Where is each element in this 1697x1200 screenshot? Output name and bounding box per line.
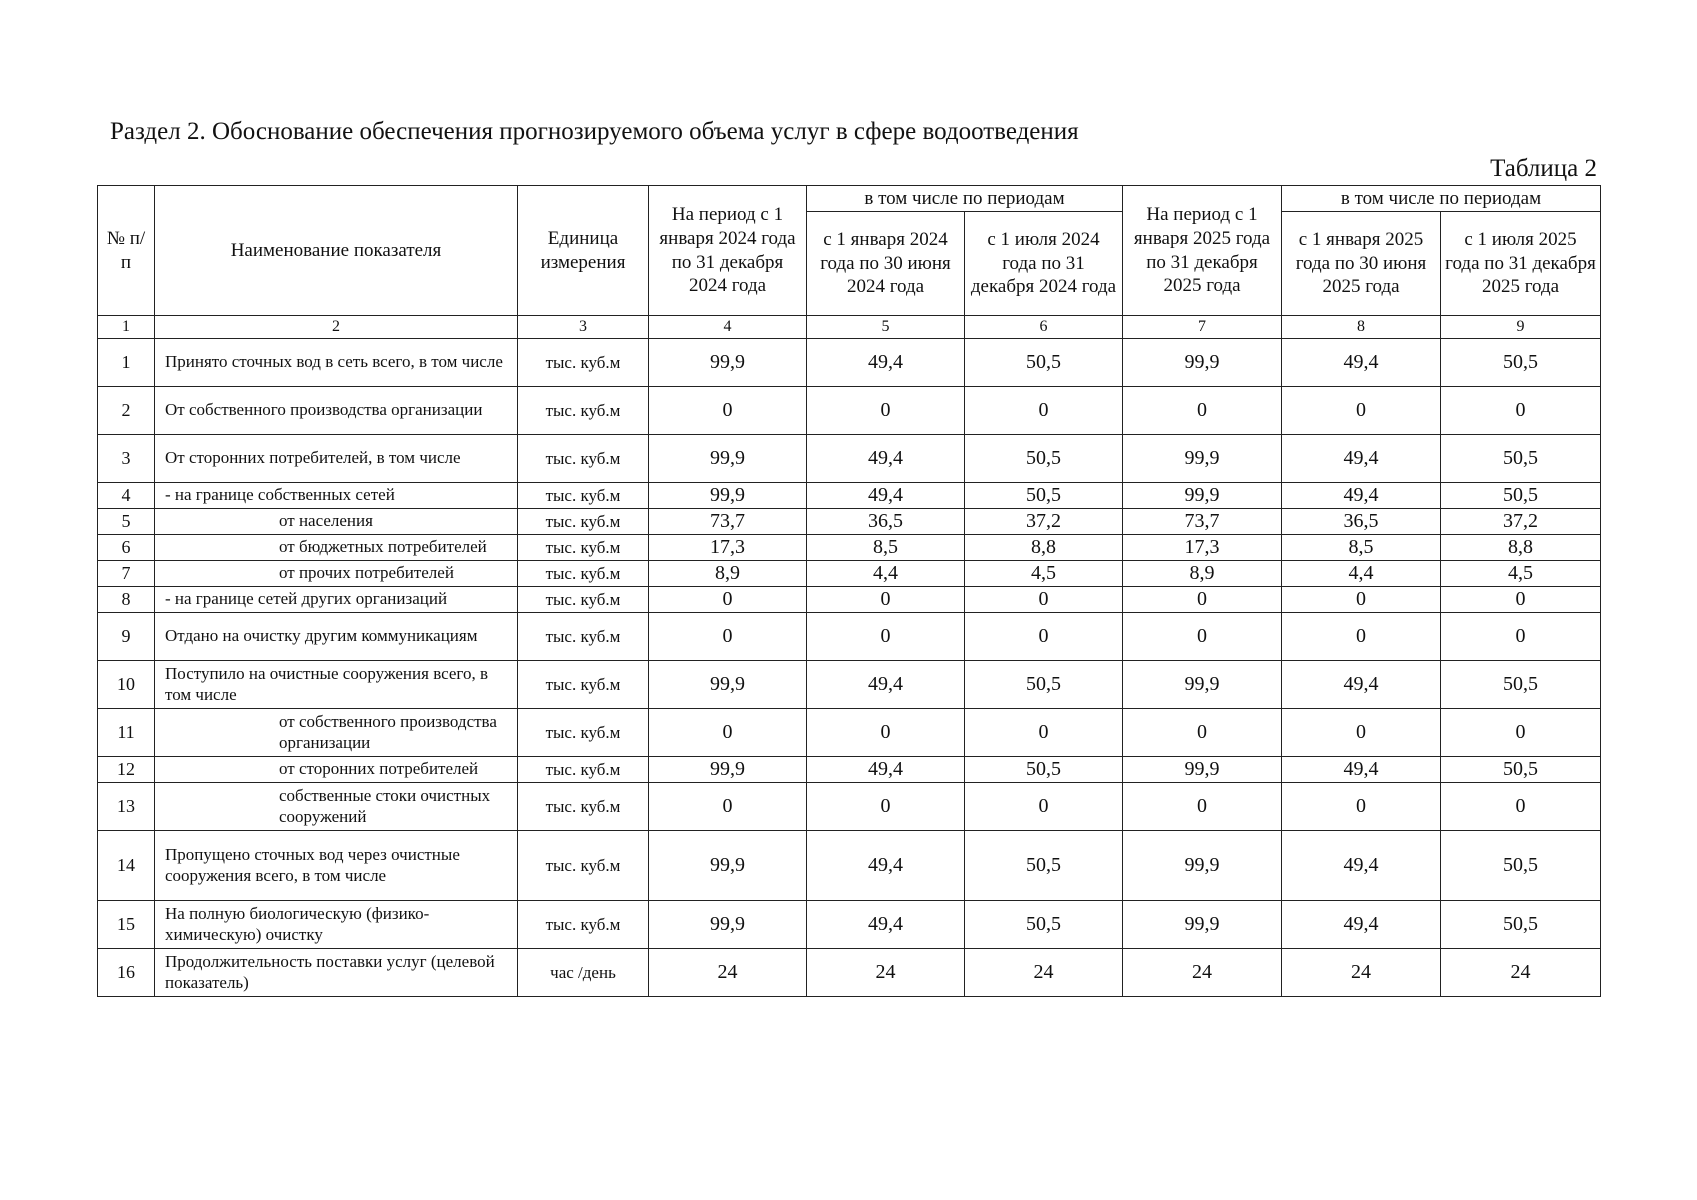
unit-cell: тыс. куб.м	[518, 561, 649, 587]
value-cell: 0	[1123, 613, 1282, 661]
value-cell: 49,4	[807, 757, 965, 783]
value-cell: 17,3	[1123, 535, 1282, 561]
value-cell: 99,9	[1123, 435, 1282, 483]
row-number: 15	[98, 901, 155, 949]
row-number: 16	[98, 949, 155, 997]
value-cell: 0	[807, 709, 965, 757]
header-col8: с 1 января 2025 года по 30 июня 2025 года	[1282, 212, 1441, 316]
value-cell: 0	[1123, 587, 1282, 613]
indicator-name: от бюджетных потребителей	[155, 535, 518, 561]
table-row	[98, 901, 1601, 949]
header-num: № п/п	[98, 186, 155, 316]
indicator-name: от собственного производства организации	[155, 709, 518, 757]
value-cell: 99,9	[1123, 483, 1282, 509]
value-cell: 99,9	[1123, 901, 1282, 949]
value-cell: 0	[965, 709, 1123, 757]
row-number: 1	[98, 339, 155, 387]
column-number: 7	[1123, 316, 1282, 339]
value-cell: 24	[1441, 949, 1601, 997]
value-cell: 49,4	[1282, 831, 1441, 901]
table-row	[98, 483, 1601, 509]
indicator-name: От сторонних потребителей, в том числе	[155, 435, 518, 483]
indicator-name: собственные стоки очистных сооружений	[155, 783, 518, 831]
value-cell: 0	[649, 387, 807, 435]
value-cell: 49,4	[1282, 901, 1441, 949]
value-cell: 8,5	[807, 535, 965, 561]
value-cell: 50,5	[1441, 435, 1601, 483]
table-row	[98, 509, 1601, 535]
indicator-name: от населения	[155, 509, 518, 535]
value-cell: 50,5	[1441, 901, 1601, 949]
header-col6: с 1 июля 2024 года по 31 декабря 2024 года	[965, 212, 1123, 316]
value-cell: 99,9	[649, 339, 807, 387]
unit-cell: час /день	[518, 949, 649, 997]
value-cell: 49,4	[807, 435, 965, 483]
value-cell: 99,9	[649, 757, 807, 783]
value-cell: 50,5	[965, 757, 1123, 783]
row-number: 14	[98, 831, 155, 901]
value-cell: 24	[807, 949, 965, 997]
value-cell: 8,9	[1123, 561, 1282, 587]
value-cell: 17,3	[649, 535, 807, 561]
unit-cell: тыс. куб.м	[518, 339, 649, 387]
value-cell: 0	[965, 783, 1123, 831]
unit-cell: тыс. куб.м	[518, 509, 649, 535]
value-cell: 0	[965, 613, 1123, 661]
table-row	[98, 949, 1601, 997]
value-cell: 50,5	[965, 831, 1123, 901]
header-group-2024: в том числе по периодам	[807, 186, 1123, 212]
value-cell: 50,5	[965, 435, 1123, 483]
value-cell: 0	[1282, 387, 1441, 435]
indicator-name: Поступило на очистные сооружения всего, в том числе	[155, 661, 518, 709]
unit-cell: тыс. куб.м	[518, 587, 649, 613]
value-cell: 0	[1441, 587, 1601, 613]
column-number: 9	[1441, 316, 1601, 339]
header-col7: На период с 1 января 2025 года по 31 декабря 2025 года	[1123, 186, 1282, 316]
value-cell: 0	[1282, 783, 1441, 831]
column-number: 5	[807, 316, 965, 339]
row-number: 10	[98, 661, 155, 709]
value-cell: 0	[1441, 387, 1601, 435]
volume-table	[97, 185, 1601, 997]
value-cell: 50,5	[1441, 661, 1601, 709]
column-number-row	[98, 316, 1601, 339]
value-cell: 49,4	[807, 901, 965, 949]
value-cell: 24	[1123, 949, 1282, 997]
indicator-name: Отдано на очистку другим коммуникациям	[155, 613, 518, 661]
indicator-name: Принято сточных вод в сеть всего, в том числе	[155, 339, 518, 387]
value-cell: 4,4	[807, 561, 965, 587]
value-cell: 73,7	[1123, 509, 1282, 535]
value-cell: 0	[1441, 613, 1601, 661]
value-cell: 99,9	[649, 661, 807, 709]
value-cell: 0	[1282, 613, 1441, 661]
unit-cell: тыс. куб.м	[518, 901, 649, 949]
row-number: 4	[98, 483, 155, 509]
value-cell: 0	[1282, 709, 1441, 757]
value-cell: 0	[649, 587, 807, 613]
value-cell: 99,9	[649, 483, 807, 509]
value-cell: 24	[965, 949, 1123, 997]
table-row	[98, 339, 1601, 387]
value-cell: 0	[649, 613, 807, 661]
table-label: Таблица 2	[1490, 155, 1597, 182]
value-cell: 8,9	[649, 561, 807, 587]
row-number: 9	[98, 613, 155, 661]
indicator-name: от прочих потребителей	[155, 561, 518, 587]
indicator-name: На полную биологическую (физико-химическую) очистку	[155, 901, 518, 949]
unit-cell: тыс. куб.м	[518, 535, 649, 561]
value-cell: 49,4	[807, 339, 965, 387]
indicator-name: от сторонних потребителей	[155, 757, 518, 783]
unit-cell: тыс. куб.м	[518, 387, 649, 435]
value-cell: 4,4	[1282, 561, 1441, 587]
value-cell: 0	[1123, 387, 1282, 435]
value-cell: 0	[807, 387, 965, 435]
header-col5: с 1 января 2024 года по 30 июня 2024 года	[807, 212, 965, 316]
unit-cell: тыс. куб.м	[518, 783, 649, 831]
value-cell: 49,4	[1282, 661, 1441, 709]
value-cell: 37,2	[1441, 509, 1601, 535]
header-col9: с 1 июля 2025 года по 31 декабря 2025 года	[1441, 212, 1601, 316]
value-cell: 4,5	[1441, 561, 1601, 587]
row-number: 7	[98, 561, 155, 587]
value-cell: 49,4	[807, 483, 965, 509]
row-number: 11	[98, 709, 155, 757]
value-cell: 49,4	[807, 831, 965, 901]
value-cell: 24	[1282, 949, 1441, 997]
value-cell: 99,9	[1123, 339, 1282, 387]
table-row	[98, 831, 1601, 901]
unit-cell: тыс. куб.м	[518, 613, 649, 661]
value-cell: 50,5	[965, 339, 1123, 387]
column-number: 1	[98, 316, 155, 339]
value-cell: 50,5	[965, 483, 1123, 509]
row-number: 12	[98, 757, 155, 783]
table-row	[98, 561, 1601, 587]
table-row	[98, 587, 1601, 613]
table-row	[98, 783, 1601, 831]
value-cell: 0	[649, 783, 807, 831]
row-number: 6	[98, 535, 155, 561]
value-cell: 50,5	[965, 901, 1123, 949]
unit-cell: тыс. куб.м	[518, 757, 649, 783]
column-number: 2	[155, 316, 518, 339]
row-number: 8	[98, 587, 155, 613]
indicator-name: - на границе собственных сетей	[155, 483, 518, 509]
table-row	[98, 757, 1601, 783]
header-name: Наименование показателя	[155, 186, 518, 316]
header-unit: Единица измерения	[518, 186, 649, 316]
row-number: 2	[98, 387, 155, 435]
header-col4: На период с 1 января 2024 года по 31 декабря 2024 года	[649, 186, 807, 316]
value-cell: 0	[1441, 783, 1601, 831]
value-cell: 0	[807, 587, 965, 613]
value-cell: 50,5	[1441, 757, 1601, 783]
table-row	[98, 709, 1601, 757]
column-number: 6	[965, 316, 1123, 339]
column-number: 4	[649, 316, 807, 339]
value-cell: 99,9	[649, 831, 807, 901]
value-cell: 50,5	[965, 661, 1123, 709]
value-cell: 49,4	[1282, 757, 1441, 783]
table-row	[98, 535, 1601, 561]
indicator-name: - на границе сетей других организаций	[155, 587, 518, 613]
value-cell: 8,5	[1282, 535, 1441, 561]
value-cell: 36,5	[807, 509, 965, 535]
unit-cell: тыс. куб.м	[518, 435, 649, 483]
value-cell: 0	[965, 587, 1123, 613]
table-row	[98, 387, 1601, 435]
value-cell: 49,4	[1282, 339, 1441, 387]
unit-cell: тыс. куб.м	[518, 831, 649, 901]
value-cell: 24	[649, 949, 807, 997]
value-cell: 50,5	[1441, 339, 1601, 387]
indicator-name: Пропущено сточных вод через очистные сооружения всего, в том числе	[155, 831, 518, 901]
unit-cell: тыс. куб.м	[518, 709, 649, 757]
table-row	[98, 661, 1601, 709]
value-cell: 0	[965, 387, 1123, 435]
section-title: Раздел 2. Обоснование обеспечения прогнозируемого объема услуг в сфере водоотведения	[110, 118, 1079, 145]
value-cell: 37,2	[965, 509, 1123, 535]
column-number: 3	[518, 316, 649, 339]
value-cell: 99,9	[1123, 831, 1282, 901]
indicator-name: От собственного производства организации	[155, 387, 518, 435]
table-row	[98, 613, 1601, 661]
value-cell: 50,5	[1441, 831, 1601, 901]
table-row	[98, 435, 1601, 483]
value-cell: 0	[1441, 709, 1601, 757]
value-cell: 99,9	[649, 435, 807, 483]
unit-cell: тыс. куб.м	[518, 661, 649, 709]
value-cell: 49,4	[1282, 483, 1441, 509]
value-cell: 99,9	[1123, 661, 1282, 709]
value-cell: 0	[807, 613, 965, 661]
value-cell: 36,5	[1282, 509, 1441, 535]
row-number: 5	[98, 509, 155, 535]
value-cell: 0	[1123, 709, 1282, 757]
value-cell: 49,4	[807, 661, 965, 709]
value-cell: 8,8	[1441, 535, 1601, 561]
value-cell: 49,4	[1282, 435, 1441, 483]
header-group-2025: в том числе по периодам	[1282, 186, 1601, 212]
value-cell: 50,5	[1441, 483, 1601, 509]
value-cell: 8,8	[965, 535, 1123, 561]
row-number: 13	[98, 783, 155, 831]
value-cell: 0	[1123, 783, 1282, 831]
value-cell: 99,9	[649, 901, 807, 949]
value-cell: 0	[1282, 587, 1441, 613]
value-cell: 4,5	[965, 561, 1123, 587]
value-cell: 0	[649, 709, 807, 757]
value-cell: 99,9	[1123, 757, 1282, 783]
indicator-name: Продолжительность поставки услуг (целевой показатель)	[155, 949, 518, 997]
value-cell: 0	[807, 783, 965, 831]
column-number: 8	[1282, 316, 1441, 339]
row-number: 3	[98, 435, 155, 483]
unit-cell: тыс. куб.м	[518, 483, 649, 509]
value-cell: 73,7	[649, 509, 807, 535]
